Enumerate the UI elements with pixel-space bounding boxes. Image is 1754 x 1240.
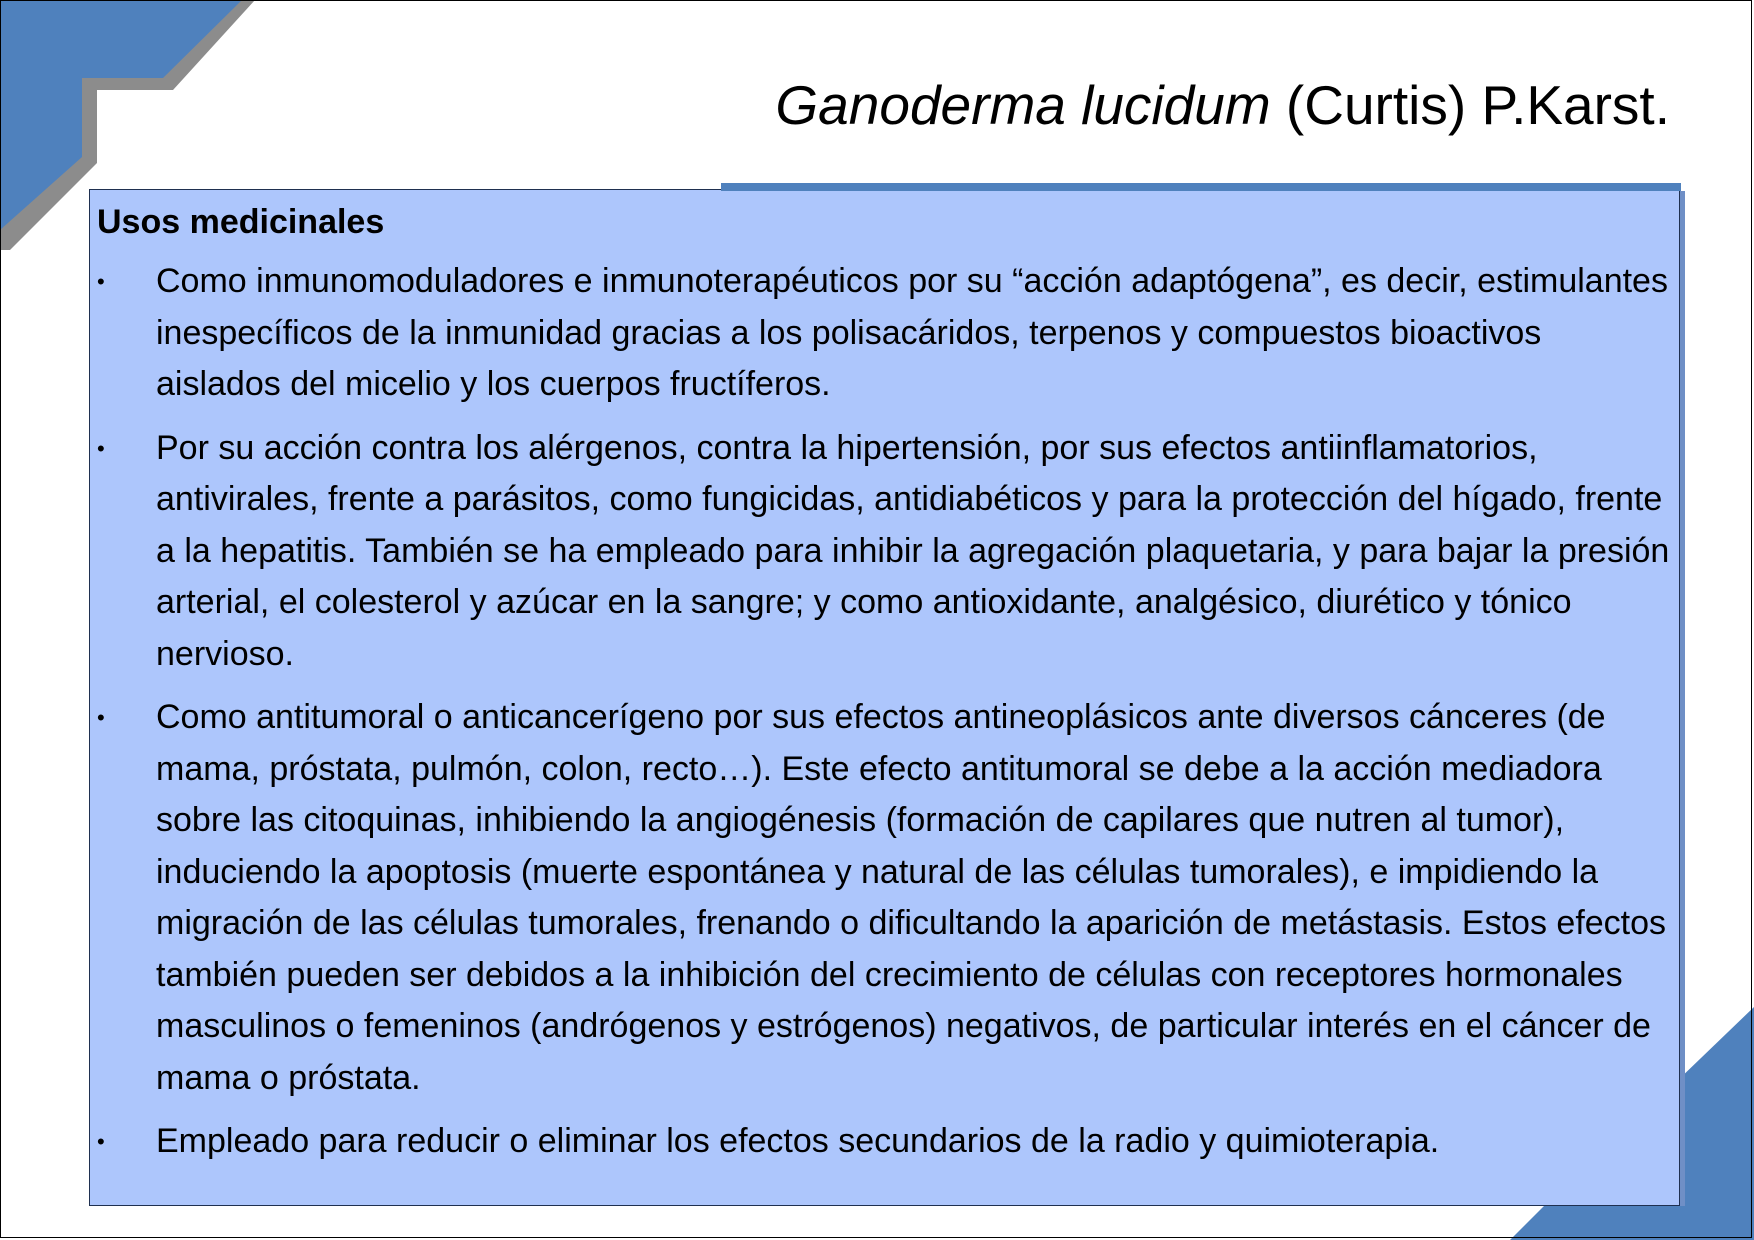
list-item-text: Como antitumoral o anticancerígeno por sus efectos antineoplásicos ante diversos cánceres (de mama, próstata, pulmón, colon, recto…). Este efecto antitumoral se debe a la acción mediadora sobre las citoquinas, inhibiendo la angiogénesis (formación de capilares que nutren al tumor), induciendo la apoptosis (muerte espontánea y natural de las células tumorales), e impidiendo la migración de las células tumorales, frenando o dificultando la aparición de metástasis. Estos efectos también pueden ser debidos a la inhibición del crecimiento de células con receptores hormonales masculinos o femeninos (andrógenos y estrógenos) negativos, de particular interés en el cáncer de mama o próstata. (156, 698, 1667, 1097)
list-item (90, 423, 1680, 681)
list-item (90, 256, 1680, 411)
bullet-icon: • (97, 269, 105, 294)
list-item-text: Como inmunomoduladores e inmunoterapéuticos por su “acción adaptógena”, es decir, estimulantes inespecíficos de la inmunidad gracias a los polisacáridos, terpenos y compuestos bioactivos aislados del micelio y los cuerpos fructíferos. (156, 262, 1668, 403)
content-box-shadow (1680, 191, 1685, 1206)
content-box (89, 189, 1680, 1206)
bullet-icon: • (97, 705, 105, 730)
list-item (90, 692, 1680, 1104)
title-underline-bar (721, 183, 1681, 191)
section-heading: Usos medicinales (97, 203, 385, 241)
species-name: Ganoderma lucidum (775, 74, 1271, 136)
uses-list (90, 256, 1680, 1180)
species-authority: (Curtis) P.Karst. (1270, 74, 1670, 136)
bullet-icon: • (97, 435, 105, 461)
slide-title (775, 74, 1670, 136)
bullet-icon: • (97, 1129, 105, 1154)
list-item (90, 1116, 1680, 1168)
list-item-text: Por su acción contra los alérgenos, contra la hipertensión, por sus efectos antiinflamatorios, antivirales, frente a parásitos, como fungicidas, antidiabéticos y para la protección del hígado, frente a la hepatitis. También se ha empleado para inhibir la agregación plaquetaria, y para bajar la presión arterial, el colesterol y azúcar en la sangre; y como antioxidante, analgésico, diurético y tónico nervioso. (156, 428, 1670, 673)
list-item-text: Empleado para reducir o eliminar los efectos secundarios de la radio y quimioterapia. (156, 1122, 1440, 1160)
